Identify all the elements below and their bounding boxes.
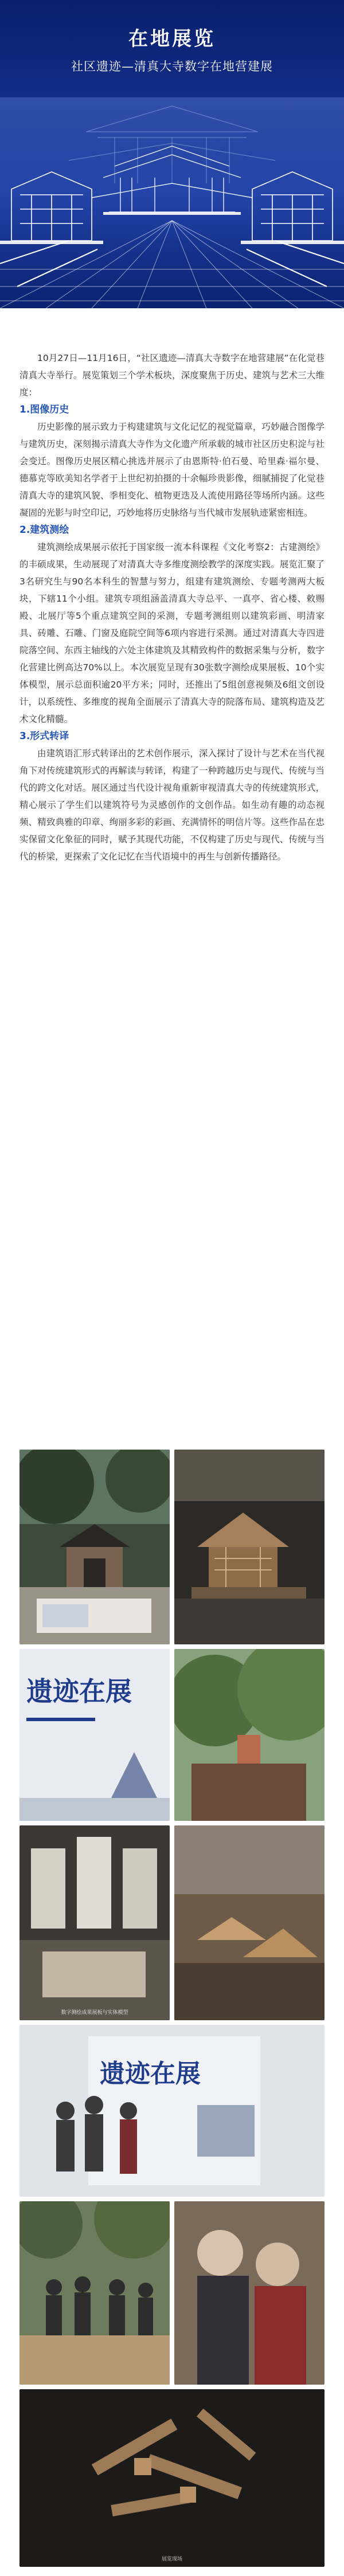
- photo-wooden-model: [174, 1450, 325, 1644]
- photo-caption: 展览现场: [161, 2557, 182, 2562]
- photo-caption: 数字测绘成果展板与实体模型: [61, 2010, 128, 2016]
- section-heading-survey: 2.建筑测绘: [19, 524, 69, 536]
- header-banner: [0, 0, 344, 308]
- photo-group-viewing-models: [19, 2201, 170, 2385]
- photo-exhibition-poster-board: [19, 1649, 170, 1821]
- section-body-translation: 由建筑语汇形式转译出的艺术创作展示，深入探讨了设计与艺术在当代视角下对传统建筑形式的再解读与转译，构建了一种跨越历史与现代、传统与当代的跨文化对话。展区通过当代设计视角重新审视清真大寺的传统建筑形式，精心展示了学生们以建筑符号为灵感创作的文创作品。如生动有趣的动态视频、精致典雅的印章、绚丽多彩的彩画、充满情怀的明信片等。这些作品在忠实保留文化象征的同时，赋予其现代功能，不仅构建了历史与现代、传统与当代的桥梁，更探索了文化记忆在当代语境中的再生与创新传播路径。: [19, 748, 325, 862]
- photo-wooden-bracket-components: [19, 2389, 325, 2567]
- photo-visitors-at-banner: [19, 2025, 325, 2197]
- photo-visitors-closeup: [174, 2201, 325, 2385]
- svg-text:遗迹在展: 遗迹在展: [100, 2059, 201, 2088]
- section-body-image-history: 历史影像的展示致力于构建建筑与文化记忆的视觉篇章，巧妙融合图像学与建筑历史，深刻揭示清真大寺作为文化遗产所承载的城市社区历史积淀与社会变迁。图像历史展区精心挑选并展示了由恩斯特·伯石曼、哈里森·福尔曼、德慕克等欧美知名学者于上世纪初拍摄的十余幅珍贵影像，细腻捕捉了化觉巷清真大寺的建筑风貌、季相变化、植物更迭及人流使用路径等场所内涵。这些凝固的光影与时空印记，巧妙地将历史脉络与当代城市发展轨迹紧密相连。: [19, 422, 325, 518]
- photo-grid: [19, 1450, 325, 2567]
- photo-courtyard-entrance: [19, 1450, 170, 1644]
- banner-subtitle: 社区遗迹—清真大寺数字在地营建展: [71, 60, 273, 73]
- section-heading-translation: 3.形式转译: [19, 731, 69, 742]
- photo-trees-and-hall: [174, 1649, 325, 1821]
- photo-stele-display: [19, 1825, 170, 2020]
- mosque-architecture-illustration: [0, 97, 344, 308]
- photo-architectural-model-table: [174, 1825, 325, 2020]
- article-body: [19, 350, 325, 865]
- intro-paragraph: 10月27日—11月16日，“社区遗迹—清真大寺数字在地营建展”在化觉巷清真大寺举行。展览策划三个学术板块，深度聚焦于历史、建筑与艺术三大维度：: [19, 353, 325, 398]
- svg-text:遗迹在展: 遗迹在展: [26, 1676, 132, 1707]
- section-body-survey: 建筑测绘成果展示依托于国家级一流本科课程《文化考察2：古建测绘》的丰硕成果，生动展现了对清真大寺多维度测绘教学的深度实践。展览汇聚了3名研究生与90名本科生的智慧与努力，组建有建筑测绘、专题考测两大板块，下辖11个小组。建筑专项组涵盖清真大寺总平、一真亭、省心楼、敕赐殿、北展厅等5个重点建筑空间的采测，专题考测组则以建筑彩画、明清家具、砖雕、石雕、门窗及庭院空间等6项内容进行采测。通过对清真大寺四进院落空间、东西主轴线的六处主体建筑及其精致构件的数据采集与分析，数字化营建比例高达70%以上。本次展览呈现有30张数字测绘成果展板、10个实体模型，展示总面积逾20平方米；同时，还推出了5组创意视频及6组文创设计，以系统性、多维度的视角全面展示了清真大寺的院落布局、建筑构造及艺术文化精髓。: [19, 542, 325, 724]
- banner-title: 在地展览: [128, 28, 216, 50]
- section-heading-image-history: 1.图像历史: [19, 404, 69, 415]
